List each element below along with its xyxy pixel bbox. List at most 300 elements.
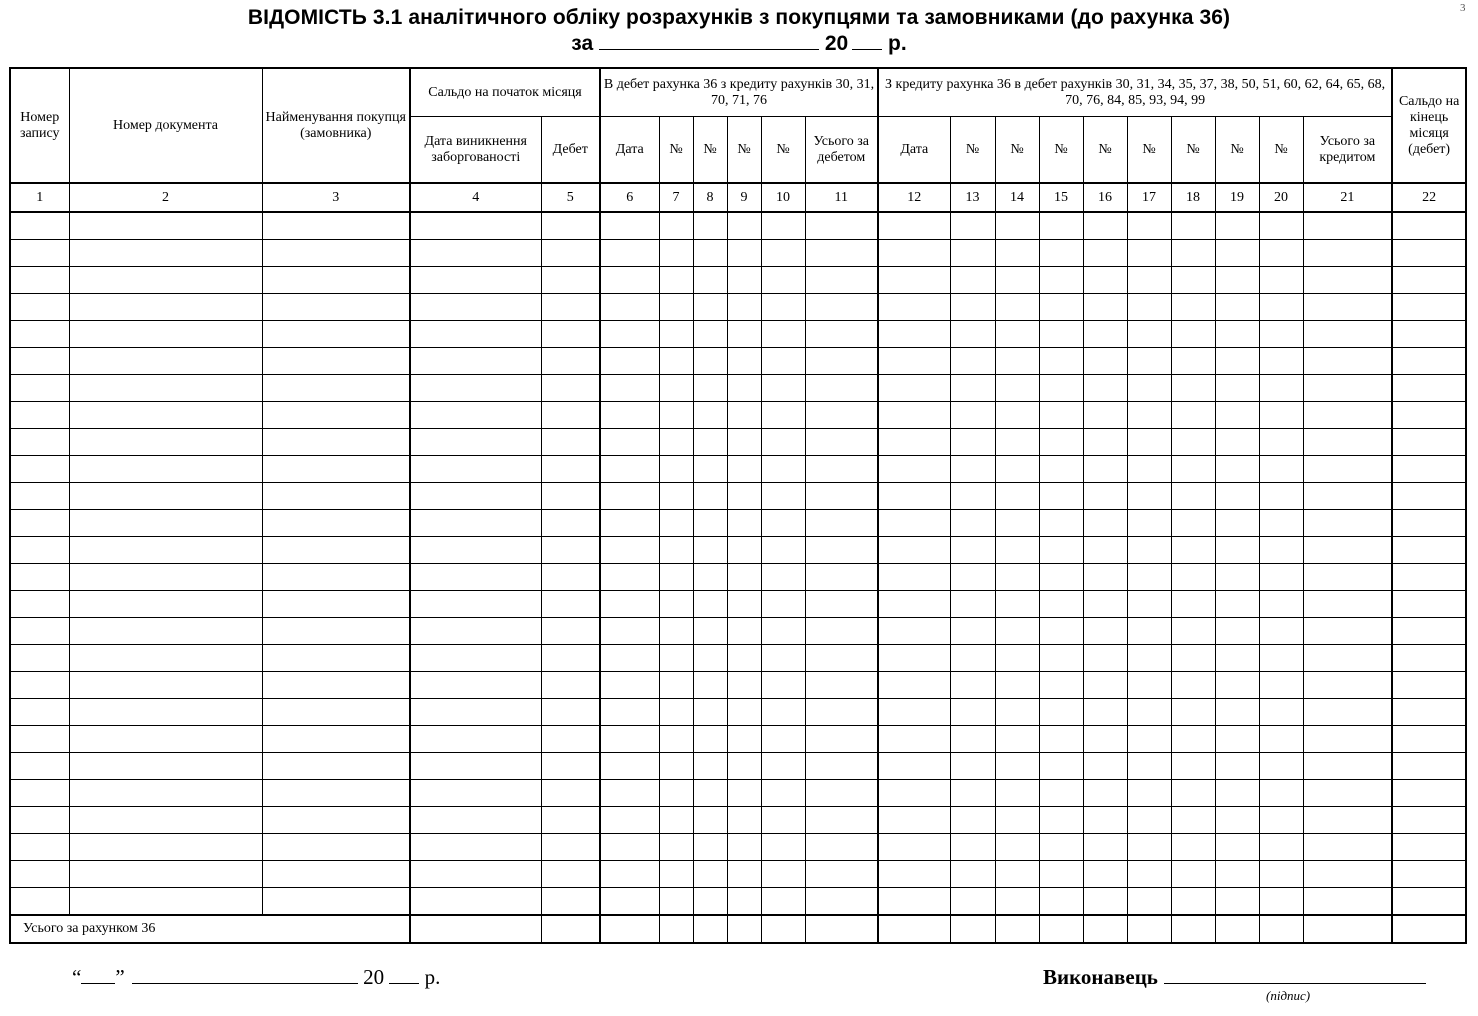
ledger-cell[interactable] [1259,212,1303,240]
ledger-cell[interactable] [1259,780,1303,807]
ledger-cell[interactable] [1039,618,1083,645]
ledger-cell[interactable] [878,429,950,456]
ledger-cell[interactable] [410,699,541,726]
ledger-cell[interactable] [600,618,659,645]
ledger-cell[interactable] [878,807,950,834]
ledger-cell[interactable] [950,699,995,726]
ledger-cell[interactable] [1039,321,1083,348]
ledger-cell[interactable] [805,591,878,618]
ledger-cell[interactable] [950,780,995,807]
ledger-cell[interactable] [600,456,659,483]
ledger-cell[interactable] [410,780,541,807]
ledger-cell[interactable] [878,645,950,672]
ledger-cell[interactable] [727,699,761,726]
ledger-cell[interactable] [659,429,693,456]
ledger-cell[interactable] [541,321,600,348]
ledger-cell[interactable] [410,375,541,402]
ledger-cell[interactable] [1039,456,1083,483]
ledger-cell[interactable] [262,483,410,510]
ledger-cell[interactable] [1083,456,1127,483]
ledger-cell[interactable] [995,834,1039,861]
ledger-cell[interactable] [805,240,878,267]
ledger-cell[interactable] [659,510,693,537]
ledger-cell[interactable] [69,672,262,699]
ledger-cell[interactable] [1392,429,1466,456]
day-blank[interactable] [81,963,115,984]
ledger-cell[interactable] [805,699,878,726]
ledger-cell[interactable] [1303,537,1392,564]
ledger-cell[interactable] [1083,672,1127,699]
ledger-cell[interactable] [1127,375,1171,402]
ledger-cell[interactable] [1215,294,1259,321]
ledger-cell[interactable] [1171,699,1215,726]
ledger-cell[interactable] [1127,212,1171,240]
ledger-cell[interactable] [995,591,1039,618]
ledger-cell[interactable] [1039,294,1083,321]
ledger-cell[interactable] [1039,726,1083,753]
ledger-cell[interactable] [1259,807,1303,834]
period-month-blank[interactable] [599,31,819,50]
ledger-cell[interactable] [10,240,69,267]
ledger-cell[interactable] [761,402,805,429]
ledger-cell[interactable] [1083,807,1127,834]
ledger-cell[interactable] [950,591,995,618]
ledger-cell[interactable] [878,699,950,726]
total-cell[interactable] [1083,915,1127,943]
ledger-cell[interactable] [878,375,950,402]
ledger-cell[interactable] [1127,861,1171,888]
ledger-cell[interactable] [693,402,727,429]
ledger-cell[interactable] [805,212,878,240]
ledger-cell[interactable] [995,402,1039,429]
total-cell[interactable] [761,915,805,943]
ledger-cell[interactable] [1392,212,1466,240]
ledger-cell[interactable] [69,321,262,348]
ledger-cell[interactable] [600,348,659,375]
ledger-cell[interactable] [69,375,262,402]
ledger-cell[interactable] [600,375,659,402]
ledger-cell[interactable] [995,429,1039,456]
ledger-cell[interactable] [995,807,1039,834]
ledger-cell[interactable] [1127,321,1171,348]
ledger-cell[interactable] [950,564,995,591]
ledger-cell[interactable] [262,834,410,861]
ledger-cell[interactable] [761,321,805,348]
ledger-cell[interactable] [659,888,693,916]
ledger-cell[interactable] [10,321,69,348]
ledger-cell[interactable] [995,645,1039,672]
ledger-cell[interactable] [1083,267,1127,294]
ledger-cell[interactable] [541,429,600,456]
ledger-cell[interactable] [1215,645,1259,672]
ledger-cell[interactable] [995,294,1039,321]
ledger-cell[interactable] [995,321,1039,348]
ledger-cell[interactable] [1127,294,1171,321]
ledger-cell[interactable] [600,402,659,429]
ledger-cell[interactable] [10,672,69,699]
ledger-cell[interactable] [950,618,995,645]
ledger-cell[interactable] [69,753,262,780]
ledger-cell[interactable] [262,564,410,591]
ledger-cell[interactable] [600,510,659,537]
ledger-cell[interactable] [1259,672,1303,699]
ledger-cell[interactable] [1127,537,1171,564]
ledger-cell[interactable] [1039,402,1083,429]
ledger-cell[interactable] [69,780,262,807]
ledger-cell[interactable] [995,456,1039,483]
ledger-cell[interactable] [1259,456,1303,483]
ledger-cell[interactable] [541,375,600,402]
ledger-cell[interactable] [693,456,727,483]
ledger-cell[interactable] [878,321,950,348]
ledger-cell[interactable] [410,267,541,294]
ledger-cell[interactable] [761,618,805,645]
ledger-cell[interactable] [1215,212,1259,240]
total-cell[interactable] [659,915,693,943]
ledger-cell[interactable] [727,726,761,753]
ledger-cell[interactable] [1303,321,1392,348]
ledger-cell[interactable] [950,510,995,537]
ledger-cell[interactable] [600,861,659,888]
ledger-cell[interactable] [541,861,600,888]
ledger-cell[interactable] [1083,645,1127,672]
ledger-cell[interactable] [805,780,878,807]
ledger-cell[interactable] [410,321,541,348]
ledger-cell[interactable] [727,402,761,429]
ledger-cell[interactable] [805,888,878,916]
ledger-cell[interactable] [1259,375,1303,402]
ledger-cell[interactable] [1083,537,1127,564]
ledger-cell[interactable] [1083,780,1127,807]
ledger-cell[interactable] [410,294,541,321]
ledger-cell[interactable] [995,212,1039,240]
ledger-cell[interactable] [1083,483,1127,510]
ledger-cell[interactable] [727,375,761,402]
ledger-cell[interactable] [950,888,995,916]
ledger-cell[interactable] [693,699,727,726]
ledger-cell[interactable] [410,618,541,645]
ledger-cell[interactable] [541,807,600,834]
ledger-cell[interactable] [1039,537,1083,564]
ledger-cell[interactable] [878,591,950,618]
ledger-cell[interactable] [1039,483,1083,510]
ledger-cell[interactable] [659,591,693,618]
ledger-cell[interactable] [541,240,600,267]
ledger-cell[interactable] [693,375,727,402]
ledger-cell[interactable] [541,888,600,916]
ledger-cell[interactable] [1171,429,1215,456]
total-cell[interactable] [410,915,541,943]
ledger-cell[interactable] [950,483,995,510]
ledger-cell[interactable] [1392,321,1466,348]
ledger-cell[interactable] [805,348,878,375]
ledger-cell[interactable] [1039,753,1083,780]
ledger-cell[interactable] [1215,672,1259,699]
ledger-cell[interactable] [1171,726,1215,753]
ledger-cell[interactable] [69,510,262,537]
ledger-cell[interactable] [262,212,410,240]
ledger-cell[interactable] [1392,537,1466,564]
ledger-cell[interactable] [805,834,878,861]
ledger-cell[interactable] [541,348,600,375]
ledger-cell[interactable] [1083,834,1127,861]
ledger-cell[interactable] [1127,699,1171,726]
ledger-cell[interactable] [727,510,761,537]
ledger-cell[interactable] [1303,672,1392,699]
ledger-cell[interactable] [1303,402,1392,429]
ledger-cell[interactable] [878,618,950,645]
ledger-cell[interactable] [1083,375,1127,402]
ledger-cell[interactable] [10,294,69,321]
ledger-cell[interactable] [727,212,761,240]
ledger-cell[interactable] [1259,294,1303,321]
ledger-cell[interactable] [600,267,659,294]
ledger-cell[interactable] [1171,672,1215,699]
ledger-cell[interactable] [541,699,600,726]
ledger-cell[interactable] [1127,780,1171,807]
ledger-cell[interactable] [541,834,600,861]
ledger-cell[interactable] [950,861,995,888]
ledger-cell[interactable] [600,834,659,861]
ledger-cell[interactable] [950,375,995,402]
ledger-cell[interactable] [600,212,659,240]
ledger-cell[interactable] [761,294,805,321]
ledger-cell[interactable] [1259,645,1303,672]
ledger-cell[interactable] [995,726,1039,753]
ledger-cell[interactable] [727,537,761,564]
ledger-cell[interactable] [1083,753,1127,780]
ledger-cell[interactable] [1392,888,1466,916]
ledger-cell[interactable] [1303,618,1392,645]
ledger-cell[interactable] [878,780,950,807]
ledger-cell[interactable] [1215,240,1259,267]
ledger-cell[interactable] [10,888,69,916]
ledger-cell[interactable] [1392,780,1466,807]
ledger-cell[interactable] [10,618,69,645]
ledger-cell[interactable] [727,834,761,861]
ledger-cell[interactable] [541,483,600,510]
ledger-cell[interactable] [1083,240,1127,267]
ledger-cell[interactable] [693,645,727,672]
ledger-cell[interactable] [659,537,693,564]
ledger-cell[interactable] [659,267,693,294]
ledger-cell[interactable] [1083,321,1127,348]
ledger-cell[interactable] [761,212,805,240]
ledger-cell[interactable] [10,807,69,834]
ledger-cell[interactable] [600,672,659,699]
ledger-cell[interactable] [659,726,693,753]
ledger-cell[interactable] [805,672,878,699]
ledger-cell[interactable] [600,726,659,753]
ledger-cell[interactable] [727,888,761,916]
ledger-cell[interactable] [693,240,727,267]
ledger-cell[interactable] [10,348,69,375]
total-cell[interactable] [1259,915,1303,943]
total-cell[interactable] [541,915,600,943]
ledger-cell[interactable] [262,726,410,753]
ledger-cell[interactable] [693,564,727,591]
month-blank[interactable] [132,963,358,984]
ledger-cell[interactable] [410,212,541,240]
ledger-cell[interactable] [1215,510,1259,537]
total-cell[interactable] [693,915,727,943]
ledger-cell[interactable] [69,888,262,916]
ledger-cell[interactable] [600,645,659,672]
ledger-cell[interactable] [693,834,727,861]
ledger-cell[interactable] [1127,618,1171,645]
ledger-cell[interactable] [1259,483,1303,510]
ledger-cell[interactable] [950,456,995,483]
ledger-cell[interactable] [69,212,262,240]
ledger-cell[interactable] [1259,429,1303,456]
ledger-cell[interactable] [262,510,410,537]
ledger-cell[interactable] [1259,726,1303,753]
ledger-cell[interactable] [1039,861,1083,888]
ledger-cell[interactable] [410,402,541,429]
total-cell[interactable] [1171,915,1215,943]
ledger-cell[interactable] [693,672,727,699]
ledger-cell[interactable] [1171,861,1215,888]
ledger-cell[interactable] [1215,348,1259,375]
ledger-cell[interactable] [805,645,878,672]
ledger-cell[interactable] [600,780,659,807]
ledger-cell[interactable] [1039,267,1083,294]
ledger-cell[interactable] [1259,321,1303,348]
ledger-cell[interactable] [69,807,262,834]
ledger-cell[interactable] [1215,888,1259,916]
ledger-cell[interactable] [410,483,541,510]
ledger-cell[interactable] [1215,834,1259,861]
ledger-cell[interactable] [805,402,878,429]
ledger-cell[interactable] [262,267,410,294]
ledger-cell[interactable] [878,483,950,510]
ledger-cell[interactable] [761,510,805,537]
ledger-cell[interactable] [600,888,659,916]
ledger-cell[interactable] [1171,456,1215,483]
ledger-cell[interactable] [262,888,410,916]
ledger-cell[interactable] [727,564,761,591]
ledger-cell[interactable] [1259,510,1303,537]
ledger-cell[interactable] [1215,699,1259,726]
ledger-cell[interactable] [950,645,995,672]
ledger-cell[interactable] [1171,753,1215,780]
ledger-cell[interactable] [1215,780,1259,807]
ledger-cell[interactable] [1127,267,1171,294]
ledger-cell[interactable] [1171,645,1215,672]
ledger-cell[interactable] [995,537,1039,564]
ledger-cell[interactable] [1215,564,1259,591]
ledger-cell[interactable] [950,672,995,699]
ledger-cell[interactable] [10,645,69,672]
ledger-cell[interactable] [69,564,262,591]
ledger-cell[interactable] [878,888,950,916]
ledger-cell[interactable] [541,618,600,645]
ledger-cell[interactable] [410,645,541,672]
ledger-cell[interactable] [995,753,1039,780]
ledger-cell[interactable] [693,321,727,348]
ledger-cell[interactable] [693,807,727,834]
ledger-cell[interactable] [878,240,950,267]
ledger-cell[interactable] [1215,267,1259,294]
ledger-cell[interactable] [1303,348,1392,375]
ledger-cell[interactable] [1303,564,1392,591]
ledger-cell[interactable] [878,212,950,240]
ledger-cell[interactable] [1127,510,1171,537]
ledger-cell[interactable] [410,348,541,375]
ledger-cell[interactable] [1303,780,1392,807]
ledger-cell[interactable] [727,483,761,510]
ledger-cell[interactable] [69,240,262,267]
ledger-cell[interactable] [1303,861,1392,888]
ledger-cell[interactable] [805,456,878,483]
ledger-cell[interactable] [761,834,805,861]
ledger-cell[interactable] [410,861,541,888]
ledger-cell[interactable] [761,375,805,402]
ledger-cell[interactable] [727,456,761,483]
ledger-cell[interactable] [1259,240,1303,267]
ledger-cell[interactable] [693,510,727,537]
ledger-cell[interactable] [1171,510,1215,537]
ledger-cell[interactable] [1171,807,1215,834]
ledger-cell[interactable] [1259,564,1303,591]
ledger-cell[interactable] [1392,699,1466,726]
ledger-cell[interactable] [995,267,1039,294]
ledger-cell[interactable] [1392,753,1466,780]
total-cell[interactable] [1215,915,1259,943]
ledger-cell[interactable] [1171,321,1215,348]
ledger-cell[interactable] [659,456,693,483]
ledger-cell[interactable] [600,537,659,564]
ledger-cell[interactable] [1215,402,1259,429]
ledger-cell[interactable] [1039,240,1083,267]
ledger-cell[interactable] [727,807,761,834]
ledger-cell[interactable] [1127,834,1171,861]
ledger-cell[interactable] [10,429,69,456]
ledger-cell[interactable] [1171,212,1215,240]
ledger-cell[interactable] [1083,564,1127,591]
ledger-cell[interactable] [1127,402,1171,429]
ledger-cell[interactable] [1259,861,1303,888]
ledger-cell[interactable] [761,348,805,375]
ledger-cell[interactable] [727,591,761,618]
ledger-cell[interactable] [1303,429,1392,456]
ledger-cell[interactable] [1171,888,1215,916]
ledger-cell[interactable] [761,726,805,753]
ledger-cell[interactable] [600,699,659,726]
ledger-cell[interactable] [727,780,761,807]
ledger-cell[interactable] [727,672,761,699]
ledger-cell[interactable] [1303,456,1392,483]
ledger-cell[interactable] [10,780,69,807]
ledger-cell[interactable] [659,780,693,807]
ledger-cell[interactable] [659,348,693,375]
ledger-cell[interactable] [69,726,262,753]
ledger-cell[interactable] [659,212,693,240]
ledger-cell[interactable] [995,618,1039,645]
ledger-cell[interactable] [410,726,541,753]
ledger-cell[interactable] [541,564,600,591]
ledger-cell[interactable] [262,240,410,267]
ledger-cell[interactable] [995,888,1039,916]
ledger-cell[interactable] [1127,807,1171,834]
ledger-cell[interactable] [659,645,693,672]
ledger-cell[interactable] [1171,537,1215,564]
ledger-cell[interactable] [541,645,600,672]
ledger-cell[interactable] [995,699,1039,726]
ledger-cell[interactable] [1303,753,1392,780]
ledger-cell[interactable] [995,672,1039,699]
ledger-cell[interactable] [878,672,950,699]
